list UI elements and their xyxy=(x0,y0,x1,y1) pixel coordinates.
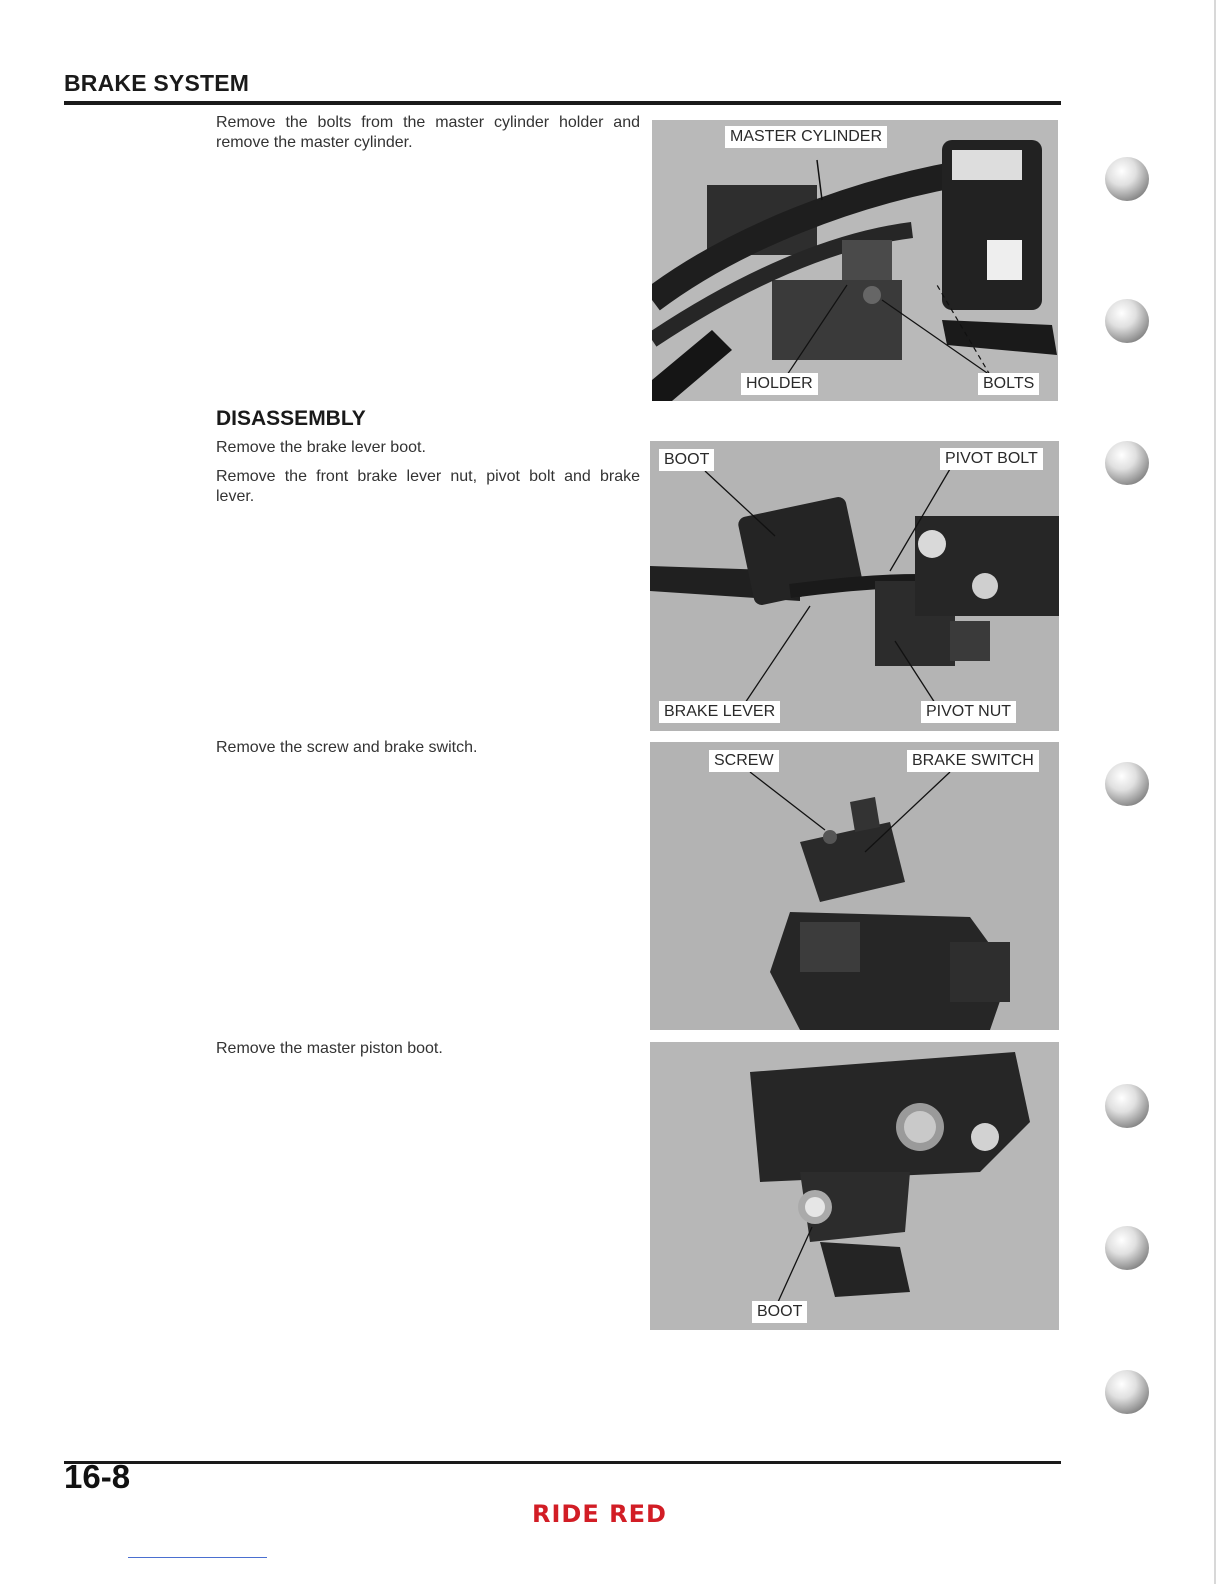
callout-brake-lever: BRAKE LEVER xyxy=(659,701,780,723)
brand-logo: RIDE RED xyxy=(532,1500,667,1528)
binder-tab-1 xyxy=(1105,157,1149,201)
step-remove-piston-boot: Remove the master piston boot. xyxy=(216,1040,443,1057)
callout-screw: SCREW xyxy=(709,750,779,772)
page-edge-line xyxy=(1214,0,1216,1584)
figure-master-cylinder-photo xyxy=(652,120,1058,401)
page-number: 16-8 xyxy=(64,1458,131,1495)
figure-piston-boot-photo xyxy=(650,1042,1059,1330)
footer-rule xyxy=(64,1461,1061,1464)
figure-brake-lever-photo xyxy=(650,441,1059,731)
footer-link-line xyxy=(128,1557,267,1558)
binder-tab-4 xyxy=(1105,762,1149,806)
disassembly-heading: DISASSEMBLY xyxy=(216,407,366,430)
callout-holder: HOLDER xyxy=(741,373,818,395)
callout-boot-lever: BOOT xyxy=(659,449,714,471)
step-remove-master-cylinder: Remove the bolts from the master cylinder holder and remove the master cylinder. xyxy=(216,114,640,151)
binder-tab-5 xyxy=(1105,1084,1149,1128)
figure-brake-switch-photo xyxy=(650,742,1059,1030)
step-remove-lever-boot: Remove the brake lever boot. xyxy=(216,439,426,456)
callout-pivot-bolt: PIVOT BOLT xyxy=(940,448,1043,470)
header-rule xyxy=(64,101,1061,105)
callout-pivot-nut: PIVOT NUT xyxy=(921,701,1016,723)
binder-tab-6 xyxy=(1105,1226,1149,1270)
callout-master-cylinder: MASTER CYLINDER xyxy=(725,126,887,148)
binder-tab-7 xyxy=(1105,1370,1149,1414)
binder-tab-3 xyxy=(1105,441,1149,485)
section-title: BRAKE SYSTEM xyxy=(64,70,250,96)
step-remove-brake-switch: Remove the screw and brake switch. xyxy=(216,739,478,756)
callout-bolts: BOLTS xyxy=(978,373,1039,395)
binder-tab-2 xyxy=(1105,299,1149,343)
callout-brake-switch: BRAKE SWITCH xyxy=(907,750,1039,772)
callout-boot-piston: BOOT xyxy=(752,1301,807,1323)
step-remove-lever-nut: Remove the front brake lever nut, pivot bolt and brake lever. xyxy=(216,468,640,505)
